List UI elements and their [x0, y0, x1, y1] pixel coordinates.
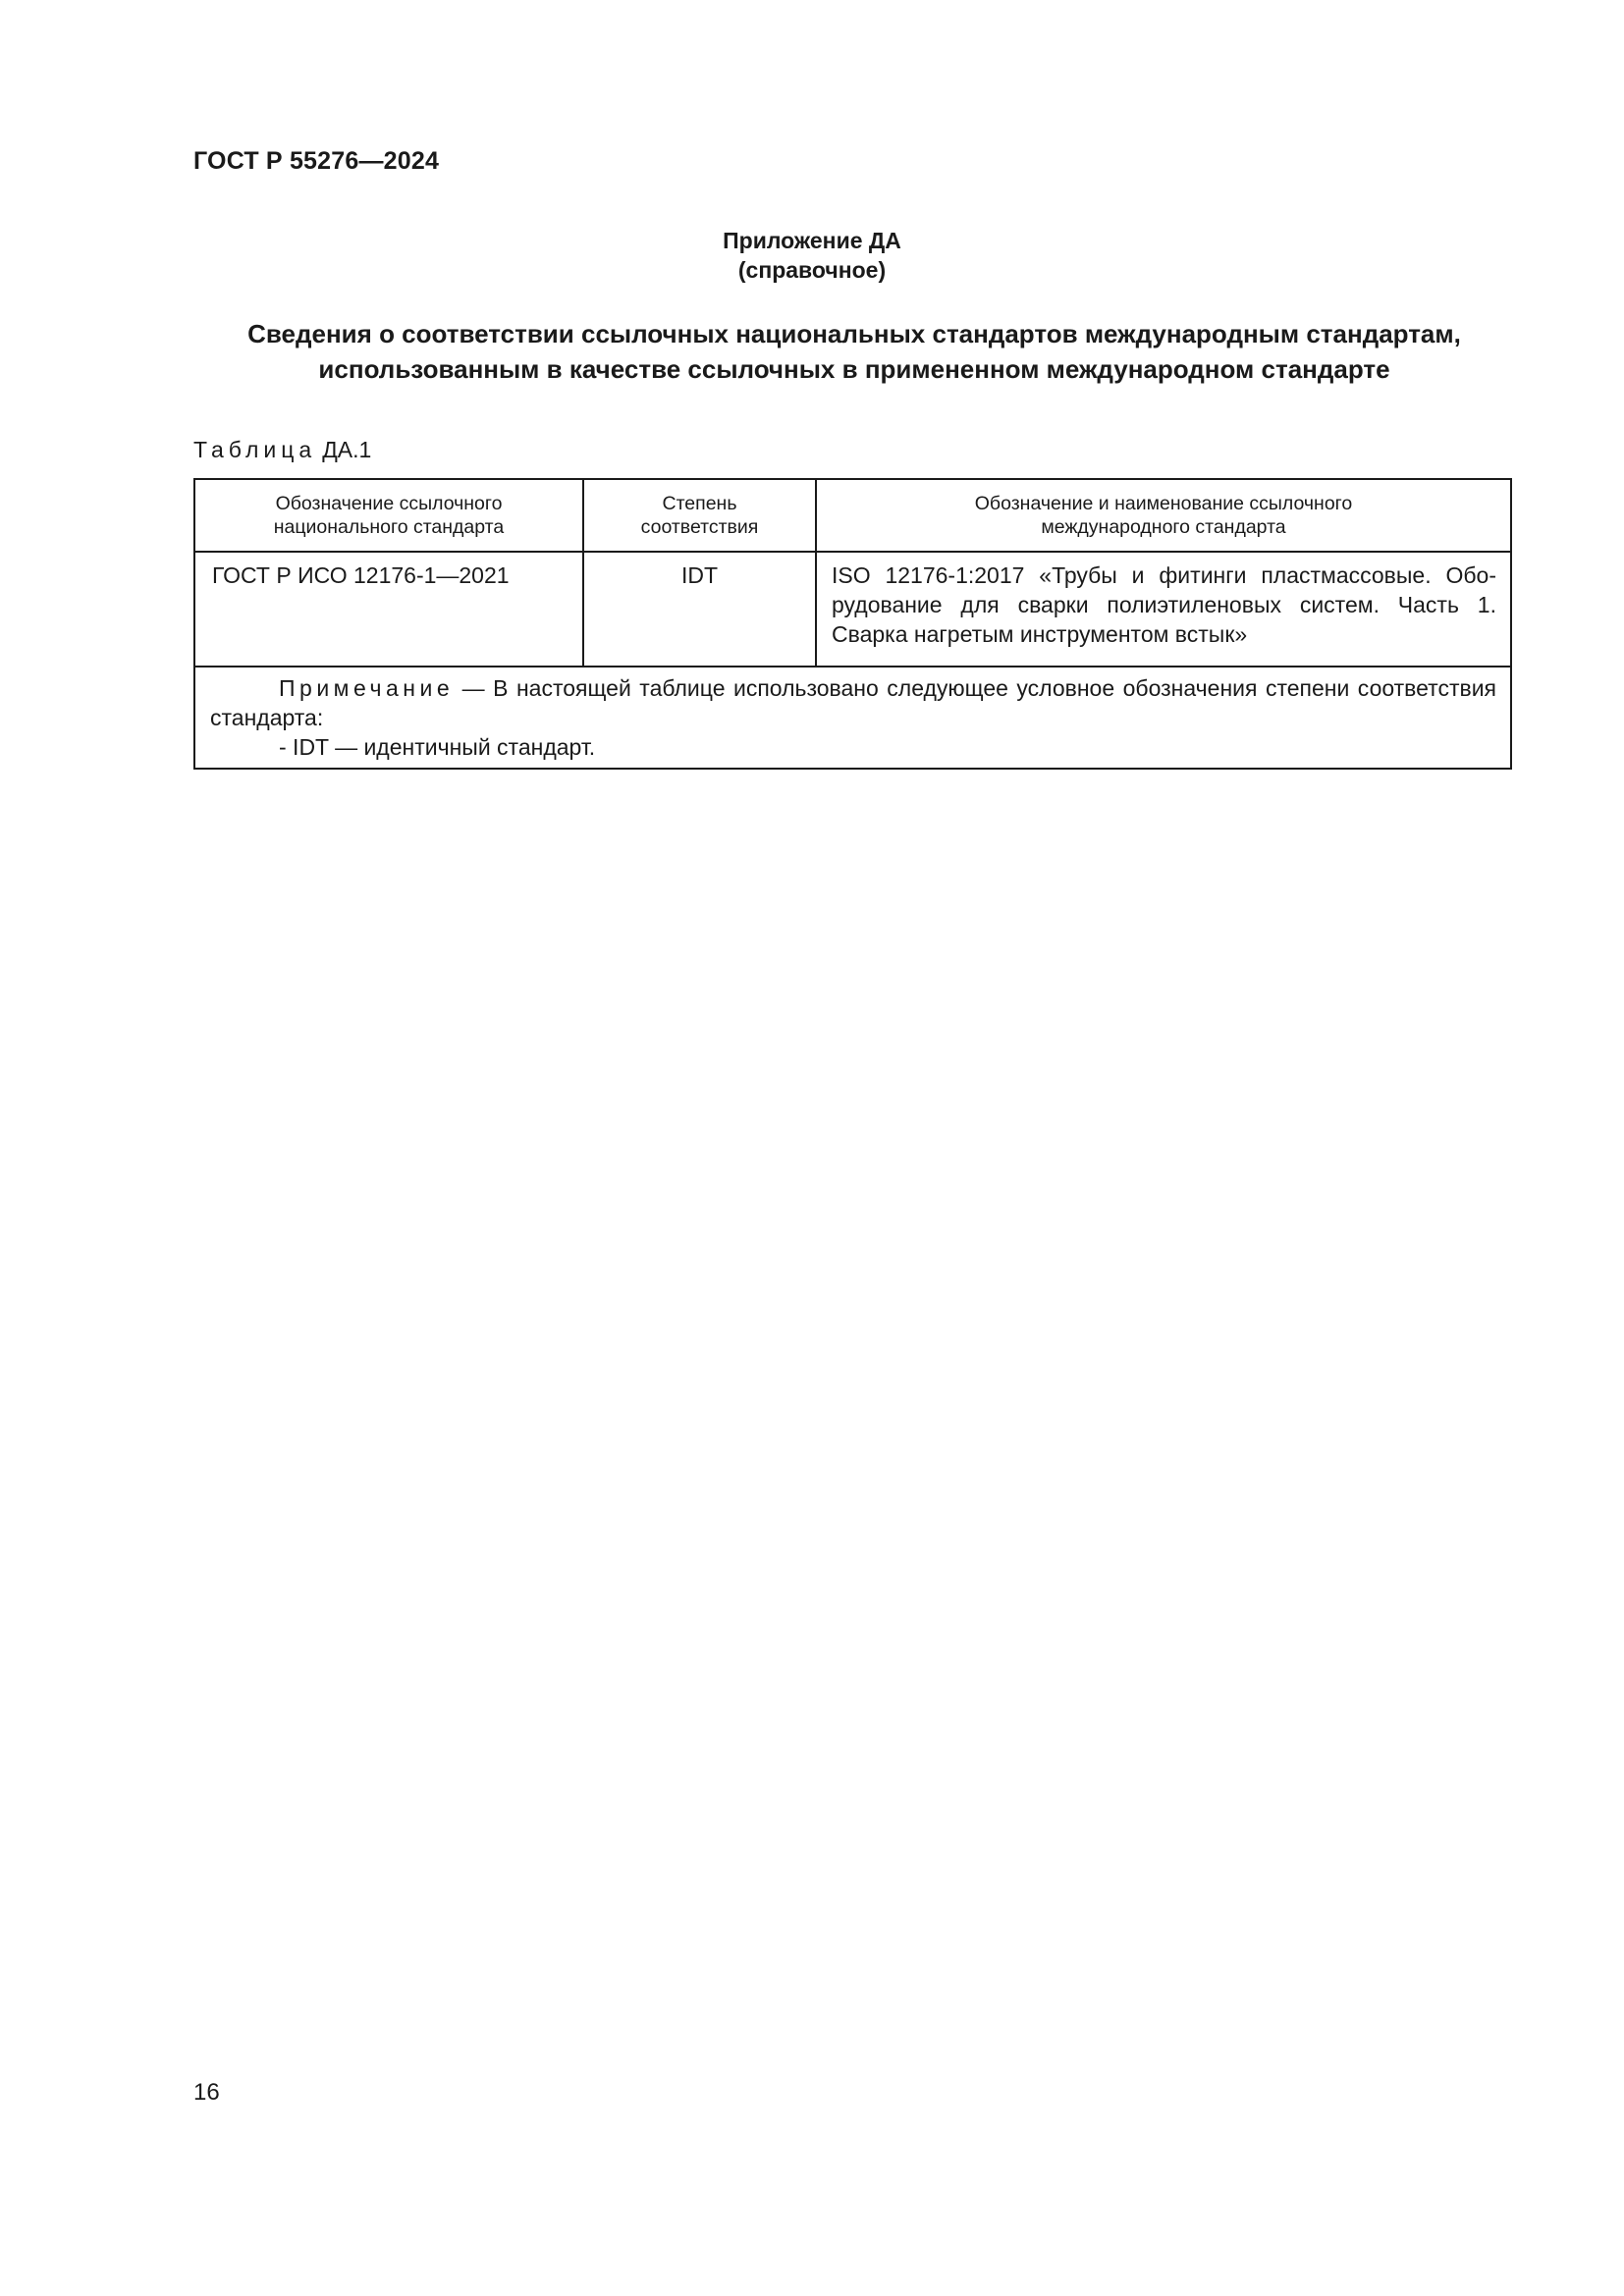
section-title-line: использованным в качестве ссылочных в примененном международном стандарте — [318, 354, 1390, 384]
header-line: Обозначение ссылочного — [275, 493, 503, 514]
header-line: Обозначение и наименование ссылочного — [974, 493, 1353, 514]
table-caption — [193, 437, 371, 463]
header-degree — [583, 479, 816, 552]
table-note-row — [194, 667, 1511, 769]
table-header-row — [194, 479, 1511, 552]
header-line: международного стандарта — [1041, 516, 1286, 538]
table-caption-word: Таблица — [193, 437, 317, 462]
note-item: - IDT — идентичный стандарт. — [279, 734, 596, 760]
table-caption-number: ДА.1 — [322, 437, 372, 462]
section-title — [177, 316, 1532, 387]
header-national-standard — [194, 479, 583, 552]
appendix-heading — [0, 226, 1624, 285]
note-text: — В настоящей таблице использовано следующее условное обозначения степени соответствия стандарта: — [210, 675, 1496, 730]
correspondence-table — [193, 478, 1512, 770]
cell-international-standard: ISO 12176-1:2017 «Трубы и фитинги пластмассовые. Оборудование для сварки полиэтиленовых систем. Часть 1. Сварка нагретым инструментом встык» — [816, 552, 1511, 667]
section-title-line: Сведения о соответствии ссылочных национальных стандартов международным стандартам, — [247, 319, 1461, 348]
header-international-standard — [816, 479, 1511, 552]
document-code: ГОСТ Р 55276—2024 — [193, 147, 440, 175]
page-number: 16 — [193, 2079, 220, 2106]
cell-national-standard: ГОСТ Р ИСО 12176-1—2021 — [194, 552, 583, 667]
table-note — [194, 667, 1511, 769]
cell-degree: IDT — [583, 552, 816, 667]
table-row — [194, 552, 1511, 667]
header-line: соответствия — [640, 516, 759, 538]
header-line: национального стандарта — [273, 516, 505, 538]
appendix-subtitle: (справочное) — [737, 257, 887, 283]
note-label: Примечание — [279, 675, 455, 701]
header-line: Степень — [662, 493, 737, 514]
appendix-title: Приложение ДА — [723, 228, 901, 253]
